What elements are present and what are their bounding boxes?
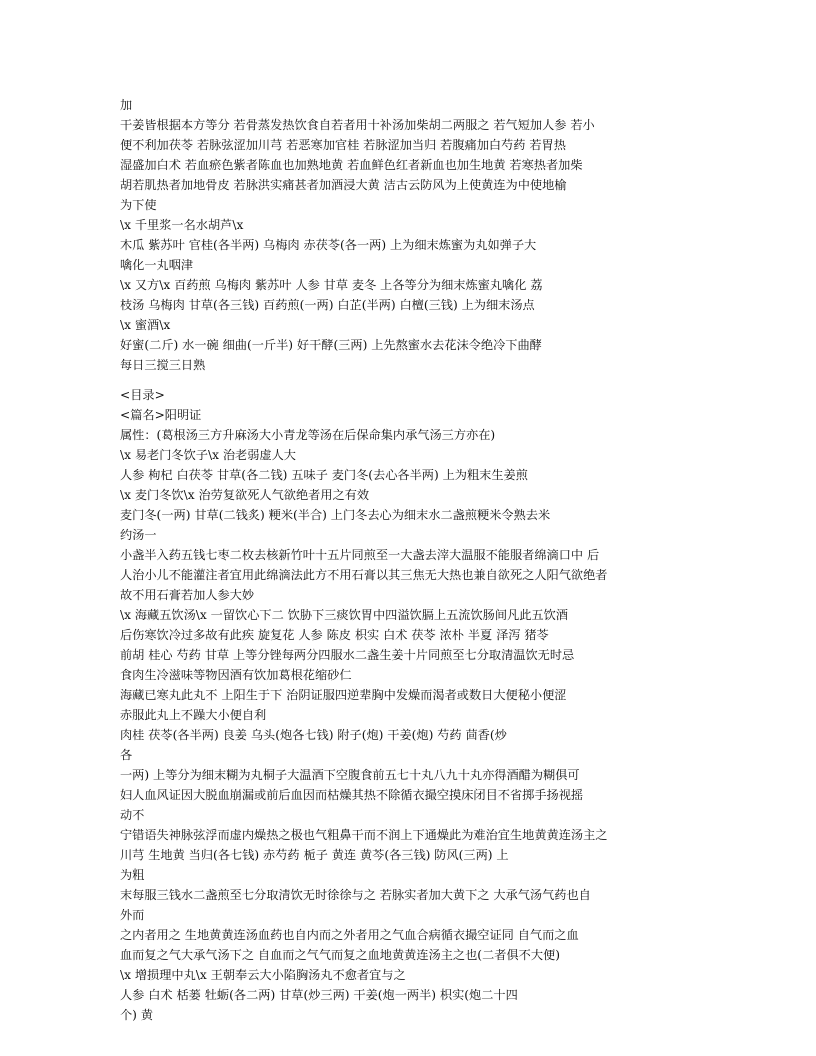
section-heading: \x 海藏五饮汤\x 一留饮心下二 饮胁下三痰饮胃中四溢饮膈上五流饮肠间凡此五饮酒 — [120, 608, 568, 622]
text-line: 每日三搅三日熟 — [120, 358, 206, 372]
text-line: 末每服三钱水二盏煎至七分取清饮无时徐徐与之 若脉实者加大黄下之 大承气汤气药也自 — [120, 888, 591, 902]
text-line: 海藏已寒丸此丸不 上阳生于下 治阴证服四逆辈胸中发燥而渴者或数日大便秘小便涩 — [120, 688, 567, 702]
section-heading: \x 蜜酒\x — [120, 318, 171, 332]
text-line: 人治小儿不能灌注者宜用此绵滴法此方不用石膏以其三焦无大热也兼自欲死之人阳气欲绝者 — [120, 568, 608, 582]
text-line: 食肉生冷滋味等物因酒有饮加葛根花缩砂仁 — [120, 668, 352, 682]
text-line: 外而 — [120, 908, 145, 922]
text-line: 小盏半入药五钱七枣二枚去核新竹叶十五片同煎至一大盏去滓大温服不能服者绵滴口中 后 — [120, 548, 600, 562]
text-line: \x 又方\x 百药煎 乌梅肉 紫苏叶 人参 甘草 麦冬 上各等分为细末炼蜜丸噙化 荔 — [120, 278, 543, 292]
text-line: 故不用石膏若加人参大妙 — [120, 588, 255, 602]
text-line: 之内者用之 生地黄黄连汤血药也自内而之外者用之气血合病循衣撮空证同 自气而之血 — [120, 928, 579, 942]
text-line: 麦门冬(一两) 甘草(二钱炙) 粳米(半合) 上门冬去心为细末水二盏煎粳米令熟去米 — [120, 508, 551, 522]
text-line: 便不利加茯苓 若脉弦涩加川芎 若恶寒加官桂 若脉涩加当归 若腹痛加白芍药 若胃热 — [120, 138, 566, 152]
text-line: 枝汤 乌梅肉 甘草(各三钱) 百药煎(一两) 白芷(半两) 白檀(三钱) 上为细末汤点 — [120, 298, 535, 312]
section-heading: \x 千里浆一名水胡芦\x — [120, 218, 244, 232]
text-line: 湿盛加白术 若血瘀色紫者陈血也加熟地黄 若血鲜色红者新血也加生地黄 若寒热者加柴 — [120, 158, 583, 172]
text-line: 一两) 上等分为细末糊为丸桐子大温酒下空腹食前五七十丸八九十丸亦得酒醋为糊俱可 — [120, 768, 580, 782]
text-line: 为下使 — [120, 198, 157, 212]
text-line: 人参 枸杞 白茯苓 甘草(各二钱) 五味子 麦门冬(去心各半两) 上为粗末生姜煎 — [120, 468, 528, 482]
text-line: 前胡 桂心 芍药 甘草 上等分锉每两分四服水二盏生姜十片同煎至七分取清温饮无时忌 — [120, 648, 575, 662]
text-line: 木瓜 紫苏叶 官桂(各半两) 乌梅肉 赤茯苓(各一两) 上为细末炼蜜为丸如弹子大 — [120, 238, 537, 252]
text-line: 加 — [120, 98, 133, 112]
text-line: 个) 黄 — [120, 1008, 154, 1022]
text-line: 动不 — [120, 808, 145, 822]
attribute-line: 属性：(葛根汤三方升麻汤大小青龙等汤在后保命集内承气汤三方亦在) — [120, 428, 496, 442]
section-heading: \x 易老门冬饮子\x 治老弱虚人大 — [120, 448, 296, 462]
chapter-title: <篇名>阳明证 — [120, 408, 202, 422]
text-line: 干姜皆根据本方等分 若骨蒸发热饮食自若者用十补汤加柴胡二两服之 若气短加人参 若小 — [120, 118, 595, 132]
text-line: 好蜜(二斤) 水一碗 细曲(一斤半) 好干酵(三两) 上先熬蜜水去花沫令绝冷下曲酵 — [120, 338, 542, 352]
text-line: 约汤一 — [120, 528, 157, 542]
text-line: 肉桂 茯苓(各半两) 良姜 乌头(炮各七钱) 附子(炮) 干姜(炮) 芍药 茴香(炒 — [120, 728, 507, 742]
text-line: 血而复之气大承气汤下之 自血而之气气而复之血地黄黄连汤主之也(二者俱不大便) — [120, 948, 560, 962]
text-line: 赤服此丸上不躁大小便自利 — [120, 708, 267, 722]
section-heading: \x 麦门冬饮\x 治劳复欲死人气欲绝者用之有效 — [120, 488, 370, 502]
text-line: 后伤寒饮冷过多故有此疾 旋复花 人参 陈皮 枳实 白术 茯苓 浓朴 半夏 泽泻 猪苓 — [120, 628, 549, 642]
text-line: 妇人血风证因大脱血崩漏或前后血因而枯燥其热不除循衣撮空摸床闭目不省掷手扬视摇 — [120, 788, 584, 802]
text-line: 为粗 — [120, 868, 145, 882]
text-line: 各 — [120, 748, 133, 762]
text-line: \x 增损理中丸\x 王朝奉云大小陷胸汤丸不愈者宜与之 — [120, 968, 406, 982]
section-heading: 人参 白术 栝蒌 牡蛎(各二两) 甘草(炒三两) 干姜(炮一两半) 枳实(炮二十四 — [120, 988, 518, 1002]
text-line: 川芎 生地黄 当归(各七钱) 赤芍药 栀子 黄连 黄芩(各三钱) 防风(三两) 上 — [120, 848, 509, 862]
text-line: 噙化一丸咽津 — [120, 258, 194, 272]
text-line: 胡若肌热者加地骨皮 若脉洪实痛甚者加酒浸大黄 洁古云防风为上使黄连为中使地榆 — [120, 178, 567, 192]
text-line: 宁错语失神脉弦浮而虚内燥热之极也气粗鼻干而不润上下通燥此为难治宜生地黄黄连汤主之 — [120, 828, 608, 842]
toc-marker: <目录> — [120, 388, 165, 402]
